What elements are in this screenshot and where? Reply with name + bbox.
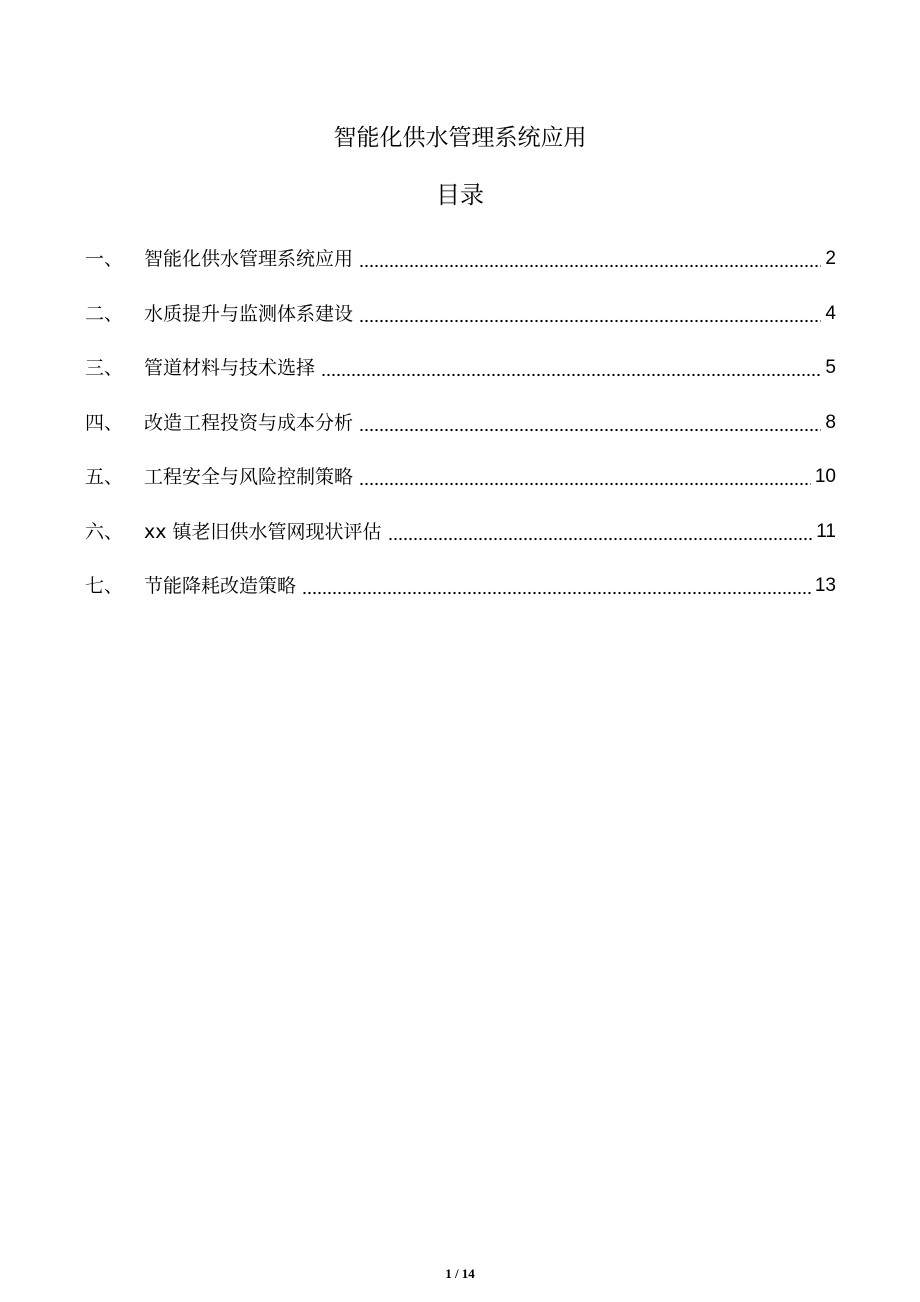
toc-entry-page: 10 [814, 466, 836, 488]
toc-heading: 目录 [436, 181, 484, 209]
toc-entry-page: 4 [825, 302, 836, 324]
toc-entry-1[interactable] [85, 232, 836, 287]
toc-entry-3[interactable] [85, 341, 836, 396]
toc-entry-title: 节能降耗改造策略 [144, 575, 297, 598]
toc-entry-7[interactable] [85, 559, 836, 614]
toc-entry-number: 五、 [85, 466, 124, 489]
document-title: 智能化供水管理系统应用 [333, 125, 587, 151]
toc-entry-page: 8 [825, 411, 836, 433]
toc-entry-title: xx 镇老旧供水管网现状评估 [144, 520, 382, 543]
toc-entry-number: 四、 [85, 411, 124, 434]
toc-entry-page: 2 [825, 248, 836, 270]
toc-entry-number: 六、 [85, 520, 124, 543]
toc-entry-number: 七、 [85, 575, 124, 598]
dot-leader [359, 482, 811, 486]
dot-leader [359, 428, 821, 432]
toc-entry-title: 水质提升与监测体系建设 [144, 302, 354, 325]
toc-entry-number: 三、 [85, 357, 124, 380]
dot-leader [359, 264, 821, 268]
toc-entry-title: 管道材料与技术选择 [144, 357, 316, 380]
toc-entry-title: 工程安全与风险控制策略 [144, 466, 354, 489]
toc-entry-5[interactable] [85, 450, 836, 505]
toc-entry-title: 智能化供水管理系统应用 [144, 248, 354, 271]
toc-entry-number: 一、 [85, 248, 124, 271]
toc-entry-6[interactable] [85, 505, 836, 560]
dot-leader [388, 537, 813, 541]
toc-entry-page: 11 [816, 520, 836, 542]
toc-entry-4[interactable] [85, 396, 836, 451]
dot-leader [359, 319, 821, 323]
toc-entry-2[interactable] [85, 287, 836, 342]
toc-entry-page: 5 [825, 357, 836, 379]
dot-leader [321, 373, 821, 377]
table-of-contents [85, 232, 836, 614]
toc-entry-page: 13 [814, 575, 836, 597]
toc-entry-number: 二、 [85, 302, 124, 325]
toc-entry-title: 改造工程投资与成本分析 [144, 411, 354, 434]
dot-leader [302, 591, 811, 595]
page-number-footer: 1 / 14 [445, 1266, 475, 1281]
